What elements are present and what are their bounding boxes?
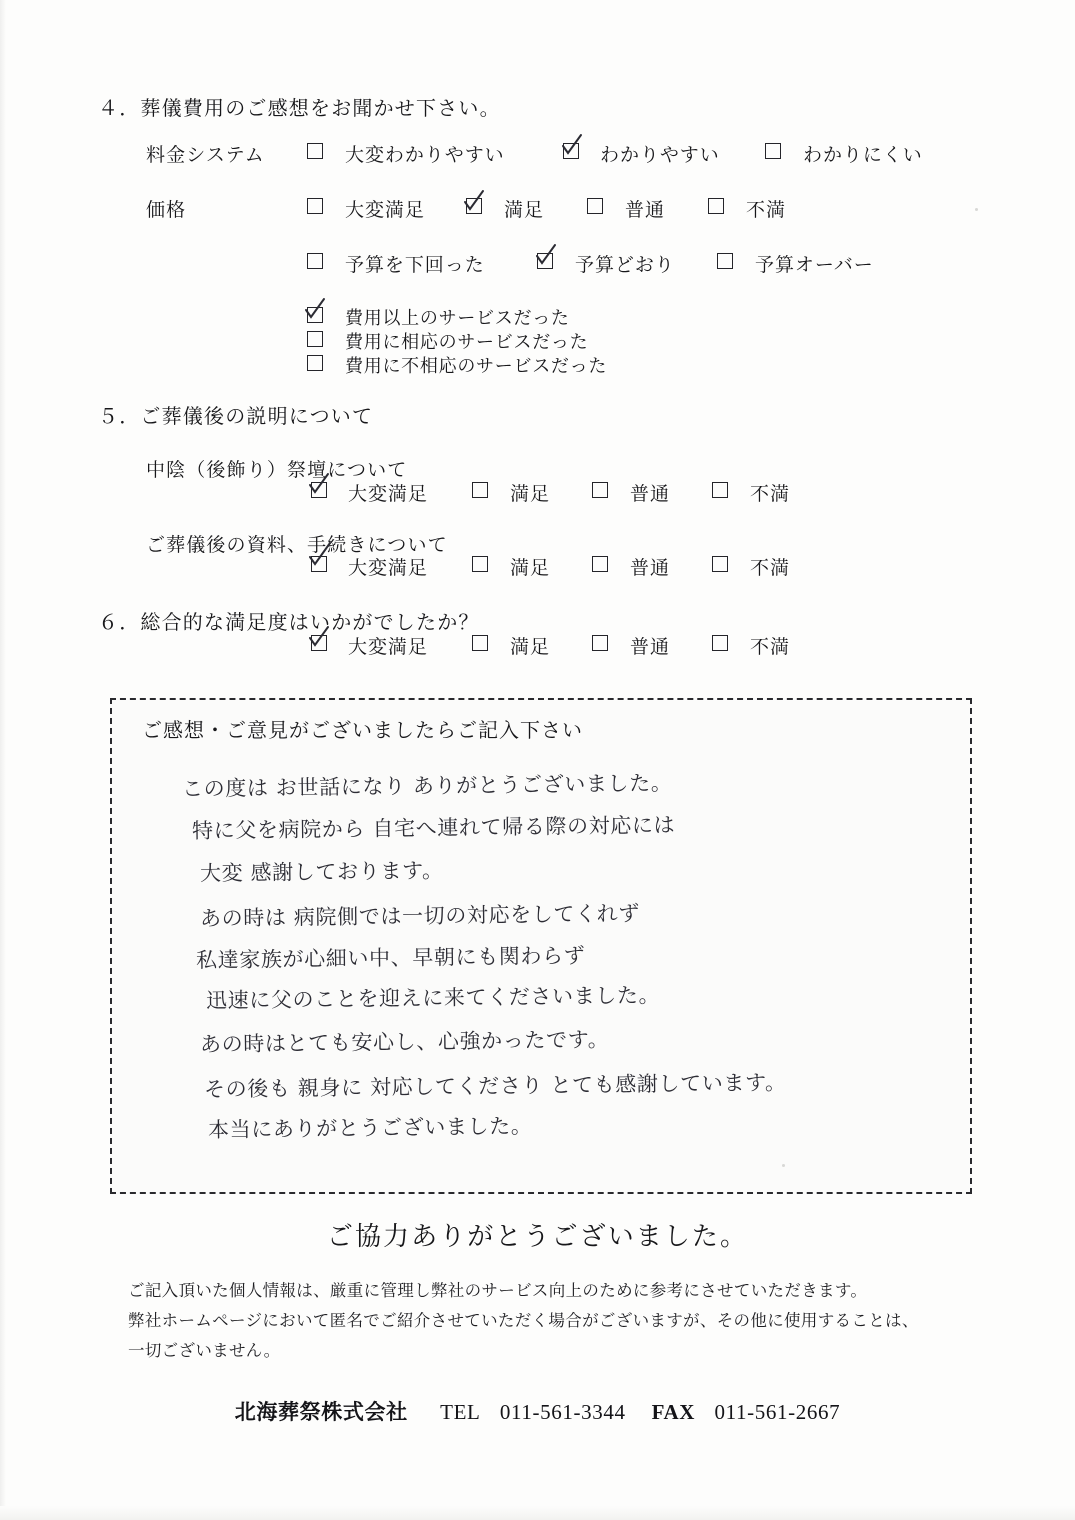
q4-row4-option-1[interactable]: 費用に相応のサービスだった — [345, 332, 589, 352]
question-5-title: ５．ご葬儀後の説明について — [98, 406, 374, 428]
q5-sub2-option-0[interactable]: 大変満足 — [348, 558, 428, 579]
scan-edge-bottom — [0, 1506, 1075, 1520]
q5-sub2-checkbox-1[interactable] — [472, 556, 488, 572]
privacy-note-line-3: 一切ございません。 — [128, 1342, 281, 1360]
q4-row2-checkbox-3[interactable] — [708, 198, 724, 214]
q6-checkbox-1[interactable] — [472, 635, 488, 651]
q4-row4-checkbox-1[interactable] — [307, 331, 323, 347]
q4-row1-checkbox-0[interactable] — [307, 143, 323, 159]
q4-row3-checkbox-2[interactable] — [717, 253, 733, 269]
q4-row4-checkbox-0[interactable] — [307, 307, 323, 323]
q4-row2-option-2[interactable]: 普通 — [625, 200, 665, 221]
q4-row3-option-0[interactable]: 予算を下回った — [345, 255, 485, 276]
q5-sub1-checkbox-2[interactable] — [592, 482, 608, 498]
handwritten-line-2: 特に父を病院から 自宅へ連れて帰る際の対応には — [191, 813, 676, 843]
thanks-message: ご協力ありがとうございました。 — [326, 1221, 749, 1251]
q4-row4-option-0[interactable]: 費用以上のサービスだった — [345, 308, 570, 328]
q5-sub1-checkbox-0[interactable] — [311, 482, 327, 498]
q4-row4-option-2[interactable]: 費用に不相応のサービスだった — [345, 356, 608, 376]
q6-option-3[interactable]: 不満 — [750, 637, 790, 658]
q5-sub1-label: 中陰（後飾り）祭壇について — [146, 460, 408, 481]
q4-row1-checkbox-1[interactable] — [563, 143, 579, 159]
privacy-note-line-2: 弊社ホームページにおいて匿名でご紹介させていただく場合がございますが、その他に使用することは、 — [128, 1312, 919, 1330]
q5-sub2-label: ご葬儀後の資料、手続きについて — [146, 535, 448, 556]
q6-checkbox-2[interactable] — [592, 635, 608, 651]
q4-row1-label: 料金システム — [146, 145, 265, 166]
handwritten-line-1: この度は お世話になり ありがとうございました。 — [181, 771, 673, 801]
q5-sub1-checkbox-3[interactable] — [712, 482, 728, 498]
q4-row1-option-1[interactable]: わかりやすい — [600, 145, 720, 166]
handwritten-line-8: その後も 親身に 対応してくださり とても感謝しています。 — [203, 1070, 787, 1102]
q5-sub1-option-3[interactable]: 不満 — [750, 484, 790, 505]
comment-box-title: ご感想・ご意見がございましたらご記入下さい — [142, 720, 583, 742]
handwritten-line-4: あの時は 病院側では一切の対応をしてくれず — [199, 901, 641, 931]
tel-number: 011-561-3344 — [499, 1400, 626, 1424]
q4-row3-option-2[interactable]: 予算オーバー — [755, 255, 874, 276]
q4-row2-checkbox-2[interactable] — [587, 198, 603, 214]
q6-checkbox-0[interactable] — [311, 635, 327, 651]
company-name: 北海葬祭株式会社 — [234, 1401, 408, 1424]
q4-row3-checkbox-0[interactable] — [307, 253, 323, 269]
handwritten-line-5: 私達家族が心細い中、早朝にも関わらず — [195, 943, 586, 973]
q6-option-1[interactable]: 満足 — [510, 637, 550, 658]
privacy-note-line-1: ご記入頂いた個人情報は、厳重に管理し弊社のサービス向上のために参考にさせていただきます。 — [128, 1282, 868, 1300]
q4-row3-checkbox-1[interactable] — [537, 253, 553, 269]
q6-checkbox-3[interactable] — [712, 635, 728, 651]
q6-option-0[interactable]: 大変満足 — [348, 637, 428, 658]
footer-contact — [0, 1396, 1075, 1426]
q5-sub1-option-0[interactable]: 大変満足 — [348, 484, 428, 505]
q5-sub1-option-2[interactable]: 普通 — [630, 484, 670, 505]
tel-label: TEL — [440, 1400, 481, 1424]
q4-row2-option-0[interactable]: 大変満足 — [345, 200, 425, 221]
scan-speck — [782, 1164, 785, 1167]
scan-speck — [975, 208, 978, 211]
q5-sub2-checkbox-0[interactable] — [311, 556, 327, 572]
q4-row1-option-2[interactable]: わかりにくい — [803, 145, 923, 166]
handwritten-line-6: 迅速に父のことを迎えに来てくださいました。 — [205, 983, 661, 1013]
q5-sub1-checkbox-1[interactable] — [472, 482, 488, 498]
handwritten-line-9: 本当にありがとうございました。 — [207, 1114, 533, 1142]
q5-sub2-checkbox-3[interactable] — [712, 556, 728, 572]
question-4-title: ４．葬儀費用のご感想をお聞かせ下さい。 — [98, 98, 501, 120]
q4-row2-label: 価格 — [146, 200, 187, 221]
fax-label: FAX — [651, 1400, 696, 1424]
q4-row4-checkbox-2[interactable] — [307, 355, 323, 371]
q5-sub2-checkbox-2[interactable] — [592, 556, 608, 572]
q5-sub1-option-1[interactable]: 満足 — [510, 484, 550, 505]
q4-row2-option-3[interactable]: 不満 — [746, 200, 786, 221]
question-6-title: ６．総合的な満足度はいかがでしたか？ — [98, 612, 480, 634]
q6-option-2[interactable]: 普通 — [630, 637, 670, 658]
q5-sub2-option-3[interactable]: 不満 — [750, 558, 790, 579]
q5-sub2-option-1[interactable]: 満足 — [510, 558, 550, 579]
scan-edge-left — [0, 0, 6, 1520]
handwritten-line-7: あの時はとても安心し、心強かったです。 — [199, 1027, 610, 1057]
handwritten-line-3: 大変 感謝しております。 — [199, 858, 444, 886]
fax-number: 011-561-2667 — [714, 1400, 841, 1424]
q4-row2-checkbox-0[interactable] — [307, 198, 323, 214]
q4-row3-option-1[interactable]: 予算どおり — [575, 255, 675, 276]
q4-row2-option-1[interactable]: 満足 — [504, 200, 544, 221]
q4-row1-option-0[interactable]: 大変わかりやすい — [345, 145, 505, 166]
q4-row2-checkbox-1[interactable] — [466, 198, 482, 214]
q4-row1-checkbox-2[interactable] — [765, 143, 781, 159]
q5-sub2-option-2[interactable]: 普通 — [630, 558, 670, 579]
